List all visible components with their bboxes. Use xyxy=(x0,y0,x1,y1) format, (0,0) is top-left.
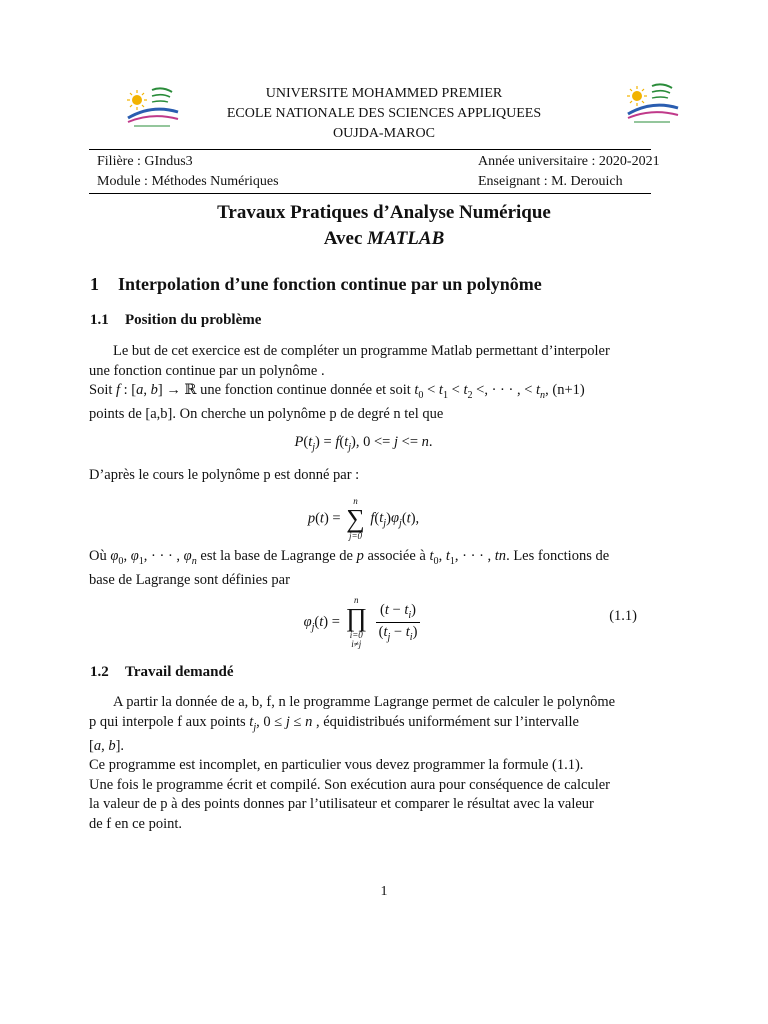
equation-number: (1.1) xyxy=(609,608,637,624)
document-title-line1: Travaux Pratiques d’Analyse Numérique xyxy=(217,202,551,223)
paragraph-course xyxy=(89,466,638,486)
academic-year-label: Année universitaire : 2020-2021 xyxy=(478,154,660,169)
text-line: points de [a,b]. On cherche un polynôme p de degré n tel que xyxy=(89,406,444,423)
text-line: Où $\varphi_0$, $\varphi_1$, · · · , $\varphi_n$ est la base de Lagrange de p associée à $t_0$, $t_1$, · · · , tn. Les fonctions de xyxy=(89,548,610,567)
text-line: Ce programme est incomplet, en particulier vous devez programmer la formule (1.1). xyxy=(89,757,584,774)
header-rule-bottom xyxy=(89,193,651,194)
paragraph-task xyxy=(89,693,638,834)
document-title-line2 xyxy=(0,227,768,251)
subsection-number: 1.1 xyxy=(90,312,109,328)
section-number: 1 xyxy=(90,274,99,294)
text-line: p qui interpole f aux points $t_j$, 0 ≤ j ≤ n , équidistribués uniformément sur l’intervalle xyxy=(89,713,579,733)
subsection-title: Position du problème xyxy=(125,312,262,328)
text-line: Le but de cet exercice est de compléter un programme Matlab permettant d’interpoler xyxy=(113,343,610,359)
city-name: OUJDA-MAROC xyxy=(333,126,435,141)
module-label: Module : Méthodes Numériques xyxy=(97,174,279,189)
text-line: de f en ce point. xyxy=(89,815,183,832)
equation-lagrange-polynomial: p(t) = n ∑ j=0 $f(t_j)\varphi_j(t)$, xyxy=(307,496,420,541)
text-line: la valeur de p à des points donnes par l’utilisateur et comparer le résultat avec la valeur xyxy=(89,796,594,813)
page-number: 1 xyxy=(380,884,388,899)
title-matlab: MATLAB xyxy=(367,228,445,249)
paragraph-lagrange-basis xyxy=(89,547,638,591)
teacher-label: Enseignant : M. Derouich xyxy=(478,174,623,189)
text-line: une fonction continue par un polynôme . xyxy=(89,362,325,379)
subsection-heading-1-2 xyxy=(90,664,233,681)
text-line: D’après le cours le polynôme p est donné par : xyxy=(89,467,360,483)
section-title: Interpolation d’une fonction continue par un polynôme xyxy=(118,274,542,294)
subsection-number: 1.2 xyxy=(90,664,109,680)
text-line: base de Lagrange sont définies par xyxy=(89,572,290,589)
section-heading-1 xyxy=(90,274,542,295)
subsection-heading-1-1 xyxy=(90,312,261,329)
equation-lagrange-basis: $\varphi_j(t)$ = n ∏ i=0 i≠j $\frac{(t - t_i)}{(t_j - t_i)}$ xyxy=(89,596,638,649)
paragraph-problem xyxy=(89,342,638,425)
equation-interpolation-condition: $P(t_j) = f(t_j)$, 0 <= j <= n. xyxy=(294,434,433,453)
text-line: Soit f : [a, b] → ℝ une fonction continue donnée et soit $t_0 < t_1 < t_2$ <, · · · , < $t_n$, (n+1) xyxy=(89,382,585,401)
text-line: A partir la donnée de a, b, f, n le programme Lagrange permet de calculer le polynôme xyxy=(113,694,616,710)
school-name: ECOLE NATIONALE DES SCIENCES APPLIQUEES xyxy=(226,106,542,121)
subsection-title: Travail demandé xyxy=(125,664,234,680)
text-line: Une fois le programme écrit et compilé. Son exécution aura pour conséquence de calculer xyxy=(89,776,610,793)
filiere-label: Filière : GIndus3 xyxy=(97,154,193,169)
university-name: UNIVERSITE MOHAMMED PREMIER xyxy=(265,86,503,101)
text-line: [a, b]. xyxy=(89,737,125,754)
title-prefix: Avec xyxy=(323,228,368,249)
header-rule-top xyxy=(89,149,651,150)
